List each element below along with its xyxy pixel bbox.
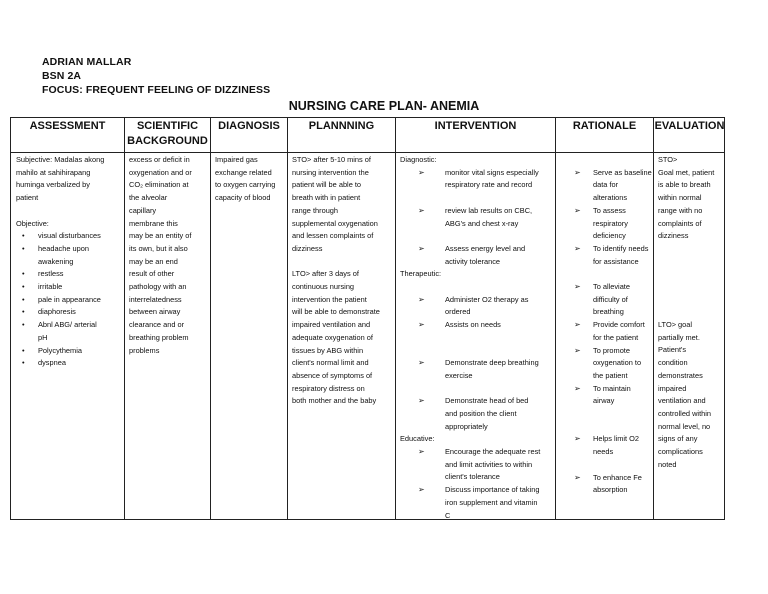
planning-line: intervention the patient [292,294,367,304]
item-line: needs [593,447,614,457]
evaluation-line: condition [658,358,688,368]
item-line: To promote [593,345,630,355]
column-header-planning: PLANNNING [308,120,375,132]
intervention-item [400,243,554,268]
arrow-bullet-icon: ➢ [574,434,581,444]
objective-item-text: headache upon [38,243,89,253]
planning-line: both mother and the baby [292,396,377,406]
objective-item [16,345,122,358]
objective-item-text: pH [38,332,48,342]
item-line: appropriately [445,421,488,431]
item-line: the patient [593,370,628,380]
header-divider [11,152,724,153]
evaluation-line: controlled within [658,408,711,418]
objective-item [16,243,122,256]
planning-line: and lessen complaints of [292,231,374,241]
evaluation-sto [658,154,725,243]
item-line: Discuss importance of taking [445,485,540,495]
column-header-intervention: INTERVENTION [434,120,517,132]
item-line: monitor vital signs especially [445,167,539,177]
diagnosis-cell [215,154,287,205]
arrow-bullet-icon: ➢ [574,205,581,215]
assessment-cell [16,154,122,370]
item-line: To identify needs [593,243,649,253]
objective-item-text: Abnl ABG/ arterial [38,320,97,330]
evaluation-line: LTO> goal [658,320,693,330]
objective-item-text: visual disturbances [38,231,101,241]
background-line: CO₂ elimination at [129,180,189,190]
bullet-icon: • [22,231,25,241]
planning-line: LTO> after 3 days of [292,269,359,279]
evaluation-line: complaints of [658,218,702,228]
item-line: Demonstrate deep breathing [445,358,539,368]
planning-line: nursing intervention the [292,167,369,177]
rationale-item [563,167,653,205]
evaluation-line: ventilation and [658,396,706,406]
item-line: absorption [593,485,628,495]
arrow-bullet-icon: ➢ [418,167,425,177]
background-line: breathing problem [129,332,189,342]
arrow-bullet-icon: ➢ [418,205,425,215]
evaluation-line: noted [658,459,677,469]
objective-label: Objective: [16,218,49,228]
background-line: may be an end [129,256,178,266]
column-header-assessment: ASSESSMENT [29,120,106,132]
arrow-bullet-icon: ➢ [418,320,425,330]
objective-item-text: irritable [38,282,63,292]
objective-item [16,332,122,345]
rationale-item [563,433,653,458]
column-divider [124,118,125,519]
background-line: interrelatedness [129,294,182,304]
bullet-icon: • [22,358,25,368]
column-header-rationale: RATIONALE [572,120,637,132]
item-line: Demonstrate head of bed [445,396,529,406]
rationale-item [563,205,653,243]
evaluation-line: demonstrates [658,370,703,380]
column-header-diagnosis: DIAGNOSIS [218,120,280,132]
focus-line: FOCUS: FREQUENT FEELING OF DIZZINESS [42,84,271,96]
planning-line: supplemental oxygenation [292,218,378,228]
background-line: its own, but it also [129,243,188,253]
planning-line: absence of symptoms of [292,370,373,380]
background-line: between airway [129,307,181,317]
evaluation-line: is able to breath [658,180,711,190]
item-line: difficulty of [593,294,628,304]
evaluation-line: within normal [658,193,702,203]
rationale-item [563,383,653,408]
item-line: breathing [593,307,624,317]
item-line: Encourage the adequate rest [445,447,541,457]
item-line: Provide comfort [593,320,645,330]
arrow-bullet-icon: ➢ [418,294,425,304]
evaluation-line: range with no [658,205,703,215]
intervention-item [400,167,554,192]
planning-line: dizziness [292,243,323,253]
rationale-item [563,472,653,497]
arrow-bullet-icon: ➢ [418,358,425,368]
subjective-line: mahilo at sahihirapang [16,167,91,177]
item-line: To assess [593,205,626,215]
item-line: ABG's and chest x-ray [445,218,519,228]
item-line: Helps limit O2 [593,434,639,444]
objective-item [16,357,122,370]
item-line: for assistance [593,256,639,266]
planning-line: adequate oxygenation of [292,332,373,342]
planning-sto [292,154,394,256]
column-divider [395,118,396,519]
evaluation-line: Goal met, patient [658,167,715,177]
item-line: Assess energy level and [445,243,526,253]
background-line: result of other [129,269,175,279]
bullet-icon: • [22,282,25,292]
care-plan-table [10,117,725,520]
diagnostic-label: Diagnostic: [400,155,437,164]
evaluation-line: complications [658,447,703,457]
item-line: activity tolerance [445,256,501,266]
arrow-bullet-icon: ➢ [574,383,581,393]
planning-lto [292,268,394,408]
planning-line: breath with in patient [292,193,361,203]
planning-line: impaired ventilation and [292,320,371,330]
diagnosis-line: to oxygen carrying [215,180,276,190]
objective-item [16,256,122,269]
arrow-bullet-icon: ➢ [574,243,581,253]
column-header-background: SCIENTIFIC BACKGROUND [127,120,208,147]
item-line: Administer O2 therapy as [445,294,529,304]
column-divider [210,118,211,519]
objective-item-text: restless [38,269,64,279]
rationale-cell [563,154,653,497]
intervention-item [400,484,554,522]
column-header-evaluation: EVALUATION [654,120,725,132]
evaluation-line: normal level, no [658,421,711,431]
objective-item [16,268,122,281]
objective-list [16,230,122,370]
column-divider [653,118,654,519]
educative-label: Educative: [400,434,435,444]
item-line: Serve as baseline [593,167,652,177]
item-line: for the patient [593,332,639,342]
item-line: deficiency [593,231,626,241]
item-line: and limit activities to within [445,459,533,469]
student-name: ADRIAN MALLAR [42,56,132,68]
subjective-line: huminga verbalized by [16,180,90,190]
intervention-item [400,395,554,433]
planning-line: patient will be able to [292,180,362,190]
arrow-bullet-icon: ➢ [418,396,425,406]
diagnosis-line: Impaired gas [215,155,258,164]
background-line: the alveolar [129,193,168,203]
item-line: To enhance Fe [593,472,642,482]
background-line: oxygenation and or [129,167,192,177]
item-line: review lab results on CBC, [445,205,533,215]
bullet-icon: • [22,307,25,317]
item-line: iron supplement and vitamin [445,497,538,507]
column-divider [555,118,556,519]
rationale-item [563,345,653,383]
background-line: capillary [129,205,157,215]
item-line: alterations [593,193,628,203]
objective-item-text: Polycythemia [38,345,82,355]
planning-line: will be able to demonstrate [292,307,380,317]
objective-item [16,319,122,332]
bullet-icon: • [22,345,25,355]
subjective-line: patient [16,193,39,203]
item-line: To alleviate [593,282,630,291]
subjective-line: Subjective: Madalas akong [16,155,105,164]
arrow-bullet-icon: ➢ [574,167,581,177]
intervention-item [400,319,554,332]
background-line: pathology with an [129,282,187,292]
intervention-item [400,294,554,319]
therapeutic-label: Therapeutic: [400,269,442,279]
arrow-bullet-icon: ➢ [574,282,581,291]
item-line: and position the client [445,408,517,418]
item-line: Assists on needs [445,320,501,330]
arrow-bullet-icon: ➢ [418,485,425,495]
rationale-item [563,319,653,344]
background-line: problems [129,345,160,355]
arrow-bullet-icon: ➢ [574,345,581,355]
planning-line: client's normal limit and [292,358,369,368]
rationale-item [563,281,653,319]
background-cell [129,154,209,357]
objective-item [16,306,122,319]
background-line: may be an entity of [129,231,192,241]
evaluation-lto [658,319,725,471]
arrow-bullet-icon: ➢ [418,447,425,457]
planning-line: respiratory distress on [292,383,365,393]
background-line: membrane this [129,218,178,228]
objective-item [16,294,122,307]
document-title: NURSING CARE PLAN- ANEMIA [288,99,480,113]
item-line: C [445,510,451,520]
intervention-item [400,446,554,484]
course-level: BSN 2A [42,70,82,82]
evaluation-line: Patient's [658,345,687,355]
diagnosis-line: capacity of blood [215,193,271,203]
evaluation-line: impaired [658,383,687,393]
arrow-bullet-icon: ➢ [574,472,581,482]
objective-item-text: awakening [38,256,74,266]
item-line: client's tolerance [445,472,500,482]
item-line: oxygenation to [593,358,642,368]
rationale-item [563,243,653,268]
background-line: clearance and or [129,320,185,330]
bullet-icon: • [22,269,25,279]
planning-cell [292,154,394,408]
item-line: exercise [445,370,473,380]
arrow-bullet-icon: ➢ [574,320,581,330]
item-line: airway [593,396,615,406]
item-line: respiratory [593,218,628,228]
evaluation-line: dizziness [658,231,689,241]
column-divider [287,118,288,519]
objective-item [16,281,122,294]
bullet-icon: • [22,320,25,330]
objective-item-text: pale in appearance [38,294,101,304]
item-line: data for [593,180,619,190]
bullet-icon: • [22,243,25,253]
evaluation-line: STO> [658,155,678,164]
item-line: ordered [445,307,471,317]
item-line: respiratory rate and record [445,180,533,190]
evaluation-cell [658,154,725,471]
planning-line: range through [292,205,339,215]
diagnosis-line: exchange related [215,167,272,177]
subjective-text [16,154,122,205]
objective-item-text: diaphoresis [38,307,76,317]
bullet-icon: • [22,294,25,304]
item-line: To maintain [593,383,631,393]
planning-line: continuous nursing [292,282,355,292]
planning-line: tissues by ABG within [292,345,364,355]
planning-line: STO> after 5-10 mins of [292,155,371,164]
intervention-item [400,357,554,382]
arrow-bullet-icon: ➢ [418,243,425,253]
background-line: excess or deficit in [129,155,190,164]
intervention-cell [400,154,554,522]
evaluation-line: signs of any [658,434,698,444]
intervention-item [400,205,554,230]
objective-item [16,230,122,243]
objective-item-text: dyspnea [38,358,66,368]
evaluation-line: partially met. [658,332,700,342]
